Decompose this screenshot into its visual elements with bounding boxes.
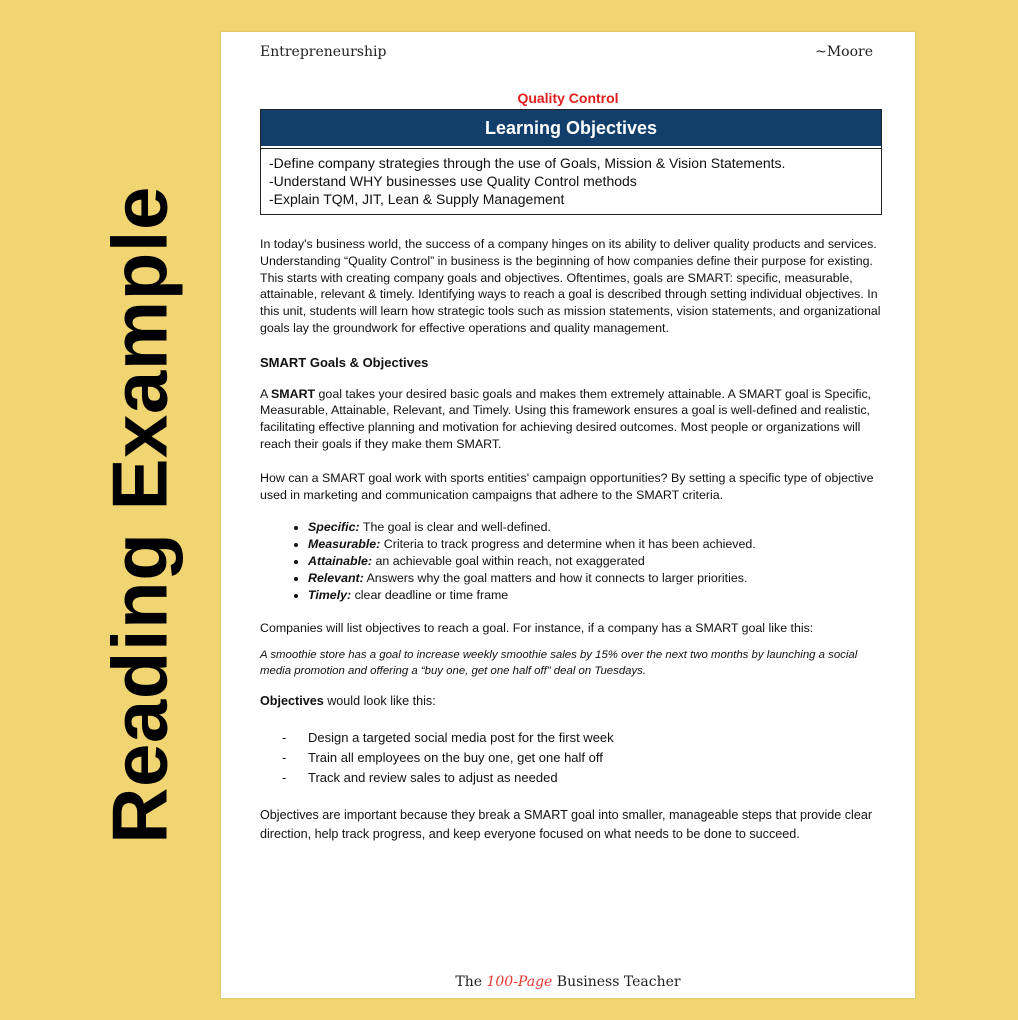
- objective-item: -Explain TQM, JIT, Lean & Supply Management: [269, 191, 565, 207]
- criteria-term: Timely:: [308, 588, 352, 603]
- footer-highlight: 100-Page: [486, 974, 553, 990]
- smart-paragraph: [260, 386, 884, 453]
- objective-step: - Track and review sales to adjust as needed: [282, 768, 884, 788]
- criteria-text: an achievable goal within reach, not exaggerated: [372, 554, 645, 569]
- objectives-intro-rest: would look like this:: [323, 694, 436, 709]
- footer-post: Business Teacher: [552, 974, 681, 990]
- unit-title: Quality Control: [517, 90, 619, 106]
- sports-paragraph: How can a SMART goal work with sports entities' campaign opportunities? By setting a specific type of objective used in marketing and communication campaigns that adhere to the SMART criteria.: [260, 470, 874, 502]
- learning-objectives-title: Learning Objectives: [261, 110, 881, 148]
- smart-criteria-item: [308, 536, 884, 553]
- learning-objectives-box: [260, 109, 882, 215]
- smart-para-rest: goal takes your desired basic goals and makes them extremely attainable. A SMART goal is Specific, Measurable, Attainable, Relevant, and Timely. Using this framework ensures a goal is well-defined and realistic, facilitating effective planning and motivation for achieving desired outcomes. Most people or organizations will reach their goals if they make them SMART.: [260, 386, 872, 451]
- smart-heading: SMART Goals & Objectives: [260, 354, 429, 370]
- criteria-text: Criteria to track progress and determine when it has been achieved.: [380, 537, 756, 552]
- smart-bold-term: SMART: [271, 386, 316, 401]
- objective-step: - Design a targeted social media post for the first week: [282, 728, 884, 748]
- footer-brand: [221, 974, 915, 990]
- learning-objectives-list: [261, 148, 881, 214]
- closing-paragraph: Objectives are important because they break a SMART goal into smaller, manageable steps that provide clear direction, help track progress, and keep everyone focused on what needs to be done to succeed.: [260, 807, 873, 842]
- objective-item: -Define company strategies through the use of Goals, Mission & Vision Statements.: [269, 155, 786, 171]
- side-title: Reading Example: [95, 186, 184, 844]
- smart-criteria-item: [308, 587, 884, 604]
- intro-paragraph: In today's business world, the success of a company hinges on its ability to deliver quality products and services. Understanding “Quality Control” in business is the beginning of how companies define their purpose for existing. This starts with creating company goals and objectives. Oftentimes, goals are SMART: specific, measurable, attainable, relevant & timely. Identifying ways to reach a goal is described through setting individual objectives. In this unit, students will learn how strategic tools such as mission statements, vision statements, and organizational goals lay the groundwork for effective operations and quality management.: [260, 237, 881, 335]
- criteria-text: clear deadline or time frame: [351, 588, 509, 603]
- objectives-list: [260, 728, 884, 788]
- example-goal: A smoothie store has a goal to increase weekly smoothie sales by 15% over the next two months by launching a social media promotion and offering a “buy one, get one half off” deal on Tuesdays.: [260, 649, 858, 678]
- smart-criteria-list: [260, 519, 884, 604]
- header-author: ~Moore: [815, 44, 873, 60]
- objective-step: - Train all employees on the buy one, get one half off: [282, 748, 884, 768]
- criteria-term: Attainable:: [308, 554, 373, 569]
- smart-criteria-item: [308, 570, 884, 587]
- criteria-term: Relevant:: [308, 571, 364, 586]
- objectives-bold: Objectives: [260, 694, 324, 709]
- objectives-intro: [260, 693, 884, 710]
- document-body: [260, 236, 884, 845]
- companies-paragraph: Companies will list objectives to reach a goal. For instance, if a company has a SMART goal like this:: [260, 621, 814, 636]
- header-course: Entrepreneurship: [260, 44, 387, 60]
- criteria-term: Measurable:: [308, 537, 381, 552]
- criteria-text: Answers why the goal matters and how it connects to larger priorities.: [363, 571, 748, 586]
- criteria-text: The goal is clear and well-defined.: [359, 520, 551, 535]
- criteria-term: Specific:: [308, 520, 360, 535]
- smart-criteria-item: [308, 553, 884, 570]
- objective-item: -Understand WHY businesses use Quality Control methods: [269, 173, 637, 189]
- smart-para-prefix: A: [260, 386, 272, 401]
- document-page: [221, 32, 915, 998]
- footer-pre: The: [455, 974, 487, 990]
- smart-criteria-item: [308, 519, 884, 536]
